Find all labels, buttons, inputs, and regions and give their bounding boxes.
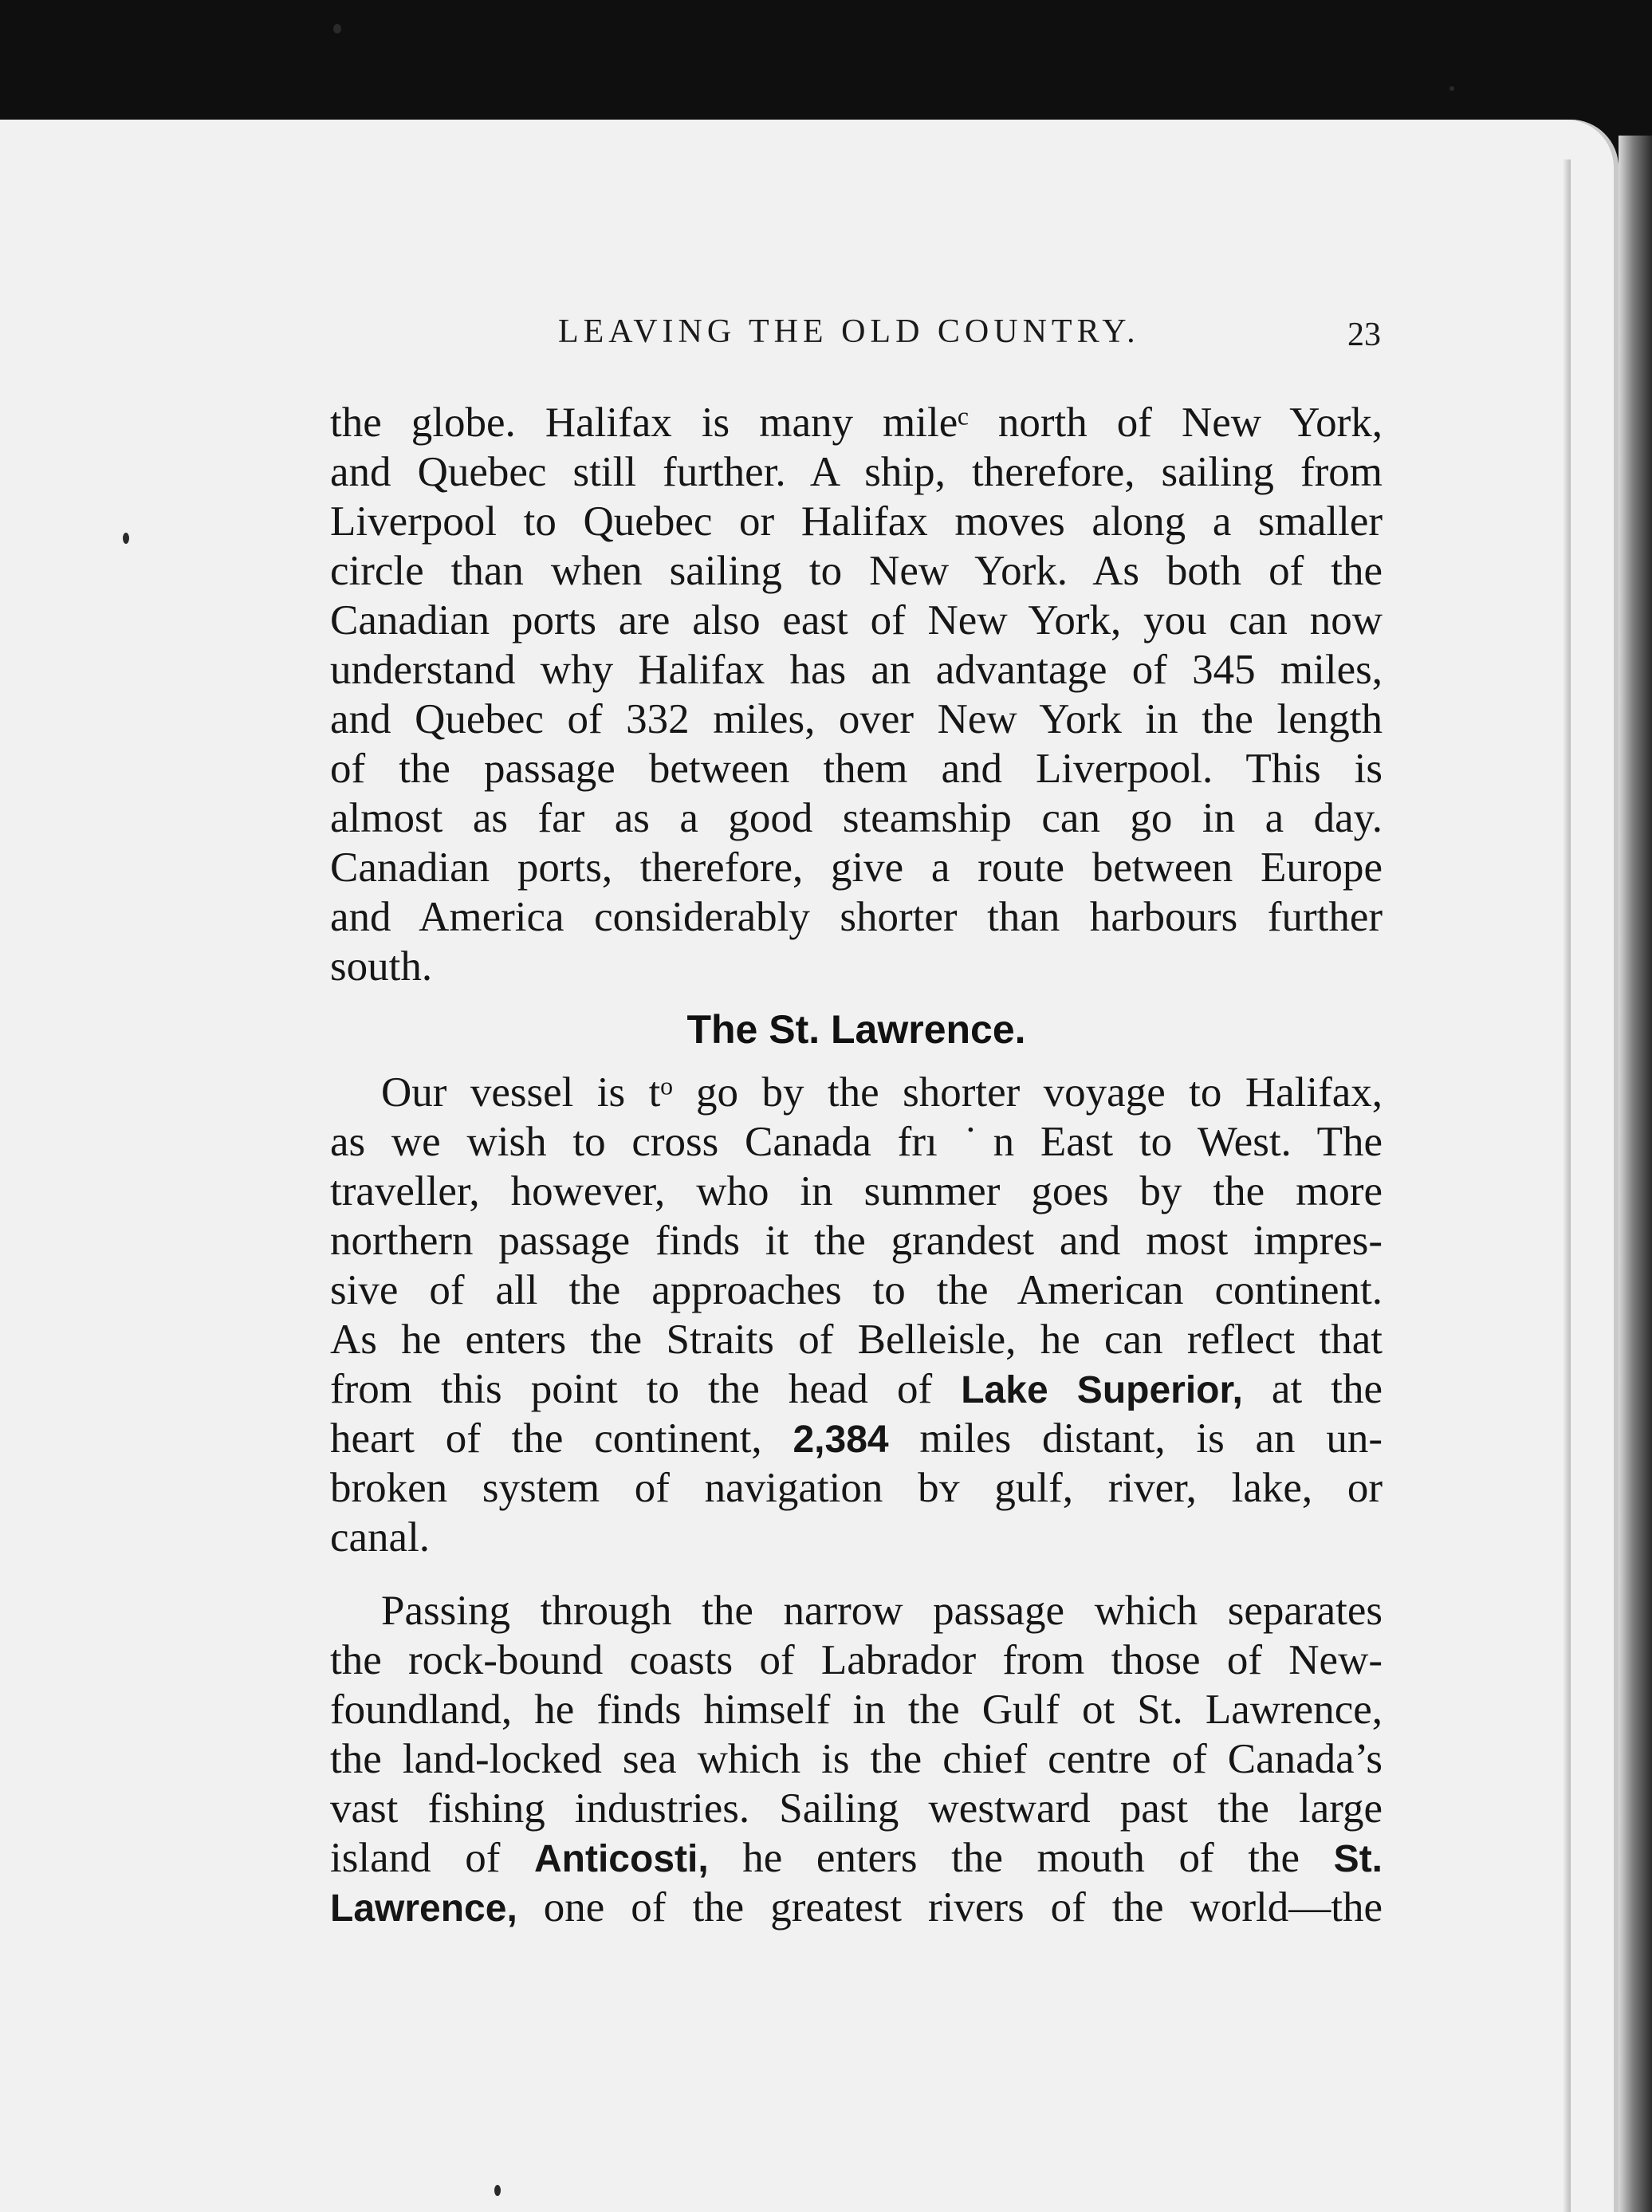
text-line: canal. [330, 1514, 431, 1561]
text-line: broken system of navigation bʏ gulf, river, lake, or [330, 1465, 1383, 1511]
text-line: traveller, however, who in summer goes by the more [330, 1168, 1383, 1214]
text-line: the land-locked sea which is the chief centre of Canada’s [330, 1736, 1383, 1782]
page-edge [1563, 159, 1571, 2212]
text-line: sive of all the approaches to the American continent. [330, 1267, 1383, 1313]
place-name: St. [1333, 1838, 1383, 1880]
place-name: Anticosti, [534, 1838, 709, 1880]
text-line: almost as far as a good steamship can go in a day. [330, 795, 1383, 841]
text-line: northern passage finds it the grandest and most impres- [330, 1218, 1383, 1264]
page-number: 23 [1347, 317, 1381, 353]
text-line: circle than when sailing to New York. As both of the [330, 548, 1383, 594]
text-line: As he enters the Straits of Belleisle, he can reflect that [330, 1317, 1383, 1363]
text-line: and Quebec still further. A ship, therefore, sailing from [330, 449, 1383, 495]
text-run: island of [330, 1835, 534, 1881]
text-run: from this point to the head of [330, 1366, 962, 1412]
text-run: at the [1242, 1366, 1383, 1412]
text-run: miles distant, is an un- [888, 1415, 1383, 1462]
text-line: understand why Halifax has an advantage of 345 miles, [330, 647, 1383, 693]
text-line [330, 1365, 1383, 1415]
text-line: foundland, he finds himself in the Gulf ot St. Lawrence, [330, 1687, 1383, 1733]
text-line: Passing through the narrow passage which separates [381, 1588, 1383, 1634]
place-name: Lawrence, [330, 1887, 517, 1930]
text-line: Our vessel is tᵒ go by the shorter voyage to Halifax, [381, 1069, 1383, 1116]
text-run: he enters the mouth of the [708, 1835, 1334, 1881]
place-name: Lake Superior, [961, 1369, 1243, 1411]
text-line: south. [330, 943, 433, 990]
dust-speck [333, 24, 341, 33]
dust-speck [1449, 86, 1454, 91]
text-line: of the passage between them and Liverpool. This is [330, 746, 1383, 792]
text-line: the rock-bound coasts of Labrador from those of New- [330, 1637, 1383, 1683]
dust-speck [123, 533, 129, 544]
book-spine-shadow [1619, 136, 1652, 2212]
distance-figure: 2,384 [793, 1419, 889, 1461]
text-run: one of the greatest rivers of the world—the [517, 1884, 1383, 1931]
text-line: the globe. Halifax is many mileᶜ north of New York, [330, 399, 1383, 446]
running-head: LEAVING THE OLD COUNTRY. [558, 313, 1140, 350]
text-line: Liverpool to Quebec or Halifax moves along a smaller [330, 498, 1383, 545]
section-heading: The St. Lawrence. [686, 1007, 1026, 1052]
text-line: Canadian ports are also east of New York, you can now [330, 597, 1383, 644]
text-line [330, 1834, 1383, 1883]
text-line [330, 1883, 1383, 1933]
dust-speck [494, 2185, 501, 2196]
text-line: vast fishing industries. Sailing westward past the large [330, 1785, 1383, 1832]
text-line [330, 1415, 1383, 1464]
text-line: as we wish to cross Canada frı ˙n East to West. The [330, 1119, 1383, 1165]
text-run: heart of the continent, [330, 1415, 793, 1462]
text-line: and Quebec of 332 miles, over New York in the length [330, 696, 1383, 742]
text-line: Canadian ports, therefore, give a route between Europe [330, 844, 1383, 891]
text-line: and America considerably shorter than harbours further [330, 894, 1383, 940]
